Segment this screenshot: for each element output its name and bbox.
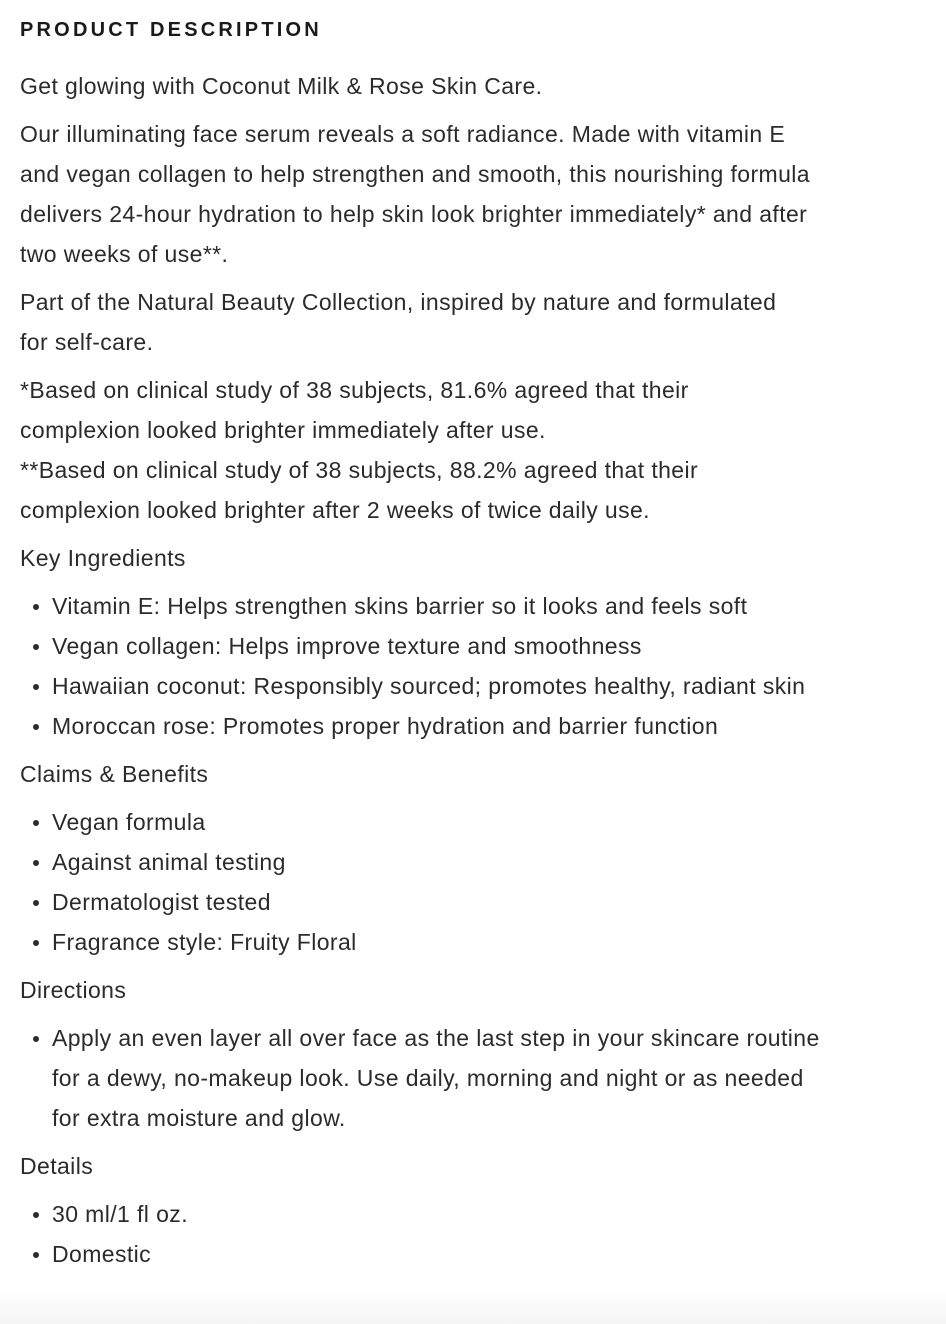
directions-list [20,1018,900,1138]
section-heading: PRODUCT DESCRIPTION [20,19,322,41]
collection-text: Part of the Natural Beauty Collection, inspired by nature and formulated for self-care. [20,289,777,355]
list-item: Vegan collagen: Helps improve texture and smoothness [20,626,842,666]
list-item: Vitamin E: Helps strengthen skins barrier so it looks and feels soft [20,586,842,626]
details-list [20,1194,900,1274]
description-text: Our illuminating face serum reveals a soft radiance. Made with vitamin E and vegan collagen to help strengthen and smooth, this nourishing formula delivers 24-hour hydration to help skin look brighter immediately* and after two weeks of use**. [20,121,810,267]
list-item: 30 ml/1 fl oz. [20,1194,842,1234]
list-item: Dermatologist tested [20,882,842,922]
bottom-fade [0,1290,946,1324]
key-ingredients-list [20,586,900,746]
key-ingredients-title: Key Ingredients [20,545,186,571]
product-description-panel [20,0,900,1274]
directions-title: Directions [20,977,127,1003]
list-item: Moroccan rose: Promotes proper hydration and barrier function [20,706,842,746]
list-item: Apply an even layer all over face as the last step in your skincare routine for a dewy, no-makeup look. Use daily, morning and night or as needed for extra moisture and glow. [20,1018,822,1138]
footnote-1: *Based on clinical study of 38 subjects, 81.6% agreed that their complexion looked brighter immediately after use. [20,377,689,443]
intro-text: Get glowing with Coconut Milk & Rose Skin Care. [20,73,543,99]
claims-title: Claims & Benefits [20,761,209,787]
claims-list [20,802,900,962]
list-item: Fragrance style: Fruity Floral [20,922,842,962]
list-item: Hawaiian coconut: Responsibly sourced; promotes healthy, radiant skin [20,666,842,706]
list-item: Against animal testing [20,842,842,882]
details-title: Details [20,1153,94,1179]
list-item: Vegan formula [20,802,842,842]
list-item: Domestic [20,1234,842,1274]
footnote-2: **Based on clinical study of 38 subjects, 88.2% agreed that their complexion looked brighter after 2 weeks of twice daily use. [20,457,699,523]
